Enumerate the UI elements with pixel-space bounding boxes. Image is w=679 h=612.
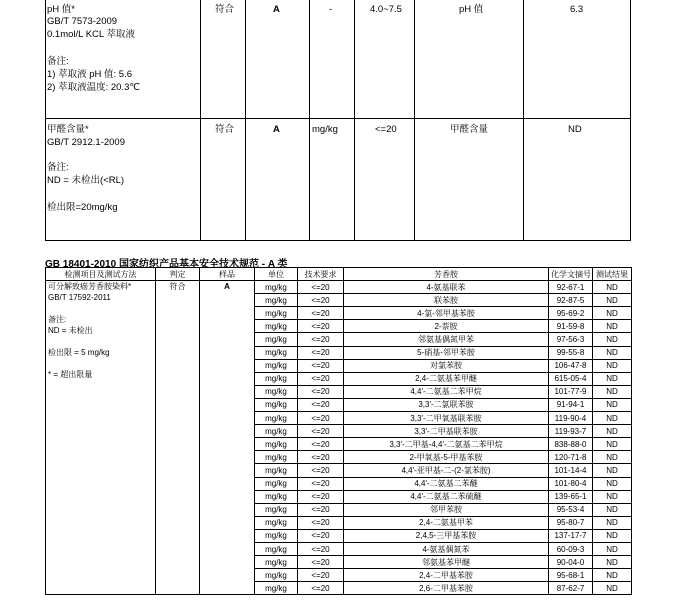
top-results-table — [45, 0, 631, 241]
requirement-cell: <=20 — [298, 385, 344, 398]
amine-cell: 邻氨基苯甲醚 — [344, 556, 549, 569]
unit-cell: mg/kg — [255, 333, 298, 346]
notes-title: 备注: — [47, 162, 69, 173]
table-border — [309, 0, 310, 241]
requirement-cell: <=20 — [298, 359, 344, 372]
result-cell: ND — [593, 385, 632, 398]
amine-cell: 3,3'-二甲基联苯胺 — [344, 425, 549, 438]
amine-cell: 邻甲苯胺 — [344, 503, 549, 516]
requirement-cell: <=20 — [298, 372, 344, 385]
requirement-cell: <=20 — [298, 542, 344, 555]
result-cell: ND — [593, 346, 632, 359]
cas-cell: 137-17-7 — [549, 529, 593, 542]
note-nd: ND = 未检出 — [48, 326, 93, 336]
unit-cell: mg/kg — [255, 542, 298, 555]
cas-cell: 91-59-8 — [549, 320, 593, 333]
cas-cell: 120-71-8 — [549, 451, 593, 464]
cas-cell: 92-67-1 — [549, 281, 593, 294]
table-border — [354, 0, 355, 241]
requirement-cell: <=20 — [298, 438, 344, 451]
unit-cell: mg/kg — [255, 556, 298, 569]
cas-cell: 95-69-2 — [549, 307, 593, 320]
requirement-cell: <=20 — [298, 307, 344, 320]
cas-cell: 101-80-4 — [549, 477, 593, 490]
method-cell — [46, 281, 156, 595]
requirement-cell: <=20 — [298, 569, 344, 582]
amine-cell: 2-萘胺 — [344, 320, 549, 333]
requirement-cell: <=20 — [298, 477, 344, 490]
result-cell: ND — [593, 542, 632, 555]
unit-cell: mg/kg — [255, 359, 298, 372]
unit-cell: mg/kg — [255, 490, 298, 503]
result-cell: ND — [593, 490, 632, 503]
result: ND — [568, 124, 582, 135]
amine-cell: 4,4'-二氨基二苯硫醚 — [344, 490, 549, 503]
column-header: 芳香胺 — [344, 268, 549, 281]
unit-cell: mg/kg — [255, 582, 298, 595]
requirement: <=20 — [375, 124, 397, 135]
amine-cell: 4-氯-邻甲基苯胺 — [344, 307, 549, 320]
note: ND = 未检出(<RL) — [47, 175, 125, 186]
requirement-cell: <=20 — [298, 582, 344, 595]
table-row — [46, 281, 632, 294]
amine-cell: 3,3'-二甲基-4,4'-二氨基二苯甲烷 — [344, 438, 549, 451]
amine-cell: 2,4-二氨基甲苯 — [344, 516, 549, 529]
table-header-row — [46, 268, 632, 281]
amine-cell: 联苯胺 — [344, 294, 549, 307]
requirement-cell: <=20 — [298, 556, 344, 569]
judgement: 符合 — [215, 124, 235, 135]
cas-cell: 87-62-7 — [549, 582, 593, 595]
requirement-cell: <=20 — [298, 490, 344, 503]
cas-cell: 119-90-4 — [549, 412, 593, 425]
requirement-cell: <=20 — [298, 346, 344, 359]
table-border — [523, 0, 524, 241]
result-cell: ND — [593, 556, 632, 569]
grade-cell — [200, 281, 255, 595]
result-cell: ND — [593, 425, 632, 438]
result-cell: ND — [593, 281, 632, 294]
detection-limit: 检出限=20mg/kg — [47, 202, 118, 213]
result-cell: ND — [593, 477, 632, 490]
requirement-cell: <=20 — [298, 281, 344, 294]
cas-cell: 838-88-0 — [549, 438, 593, 451]
result-cell: ND — [593, 372, 632, 385]
unit-cell: mg/kg — [255, 438, 298, 451]
result-cell: ND — [593, 359, 632, 372]
requirement-cell: <=20 — [298, 529, 344, 542]
unit-cell: mg/kg — [255, 372, 298, 385]
requirement-cell: <=20 — [298, 451, 344, 464]
unit-cell: mg/kg — [255, 294, 298, 307]
note: 1) 萃取液 pH 值: 5.6 — [47, 69, 132, 80]
result-cell: ND — [593, 516, 632, 529]
cas-cell: 95-53-4 — [549, 503, 593, 516]
amine-cell: 2,6-二甲基苯胺 — [344, 582, 549, 595]
method-title: 可分解致癌芳香胺染料* — [48, 282, 132, 292]
amine-cell: 2,4-二甲基苯胺 — [344, 569, 549, 582]
unit-cell: mg/kg — [255, 503, 298, 516]
requirement-cell: <=20 — [298, 412, 344, 425]
cas-cell: 99-55-8 — [549, 346, 593, 359]
column-header: 检测项目及测试方法 — [46, 268, 156, 281]
amine-cell: 3,3'-二氯联苯胺 — [344, 398, 549, 411]
result-cell: ND — [593, 464, 632, 477]
result: 6.3 — [570, 4, 584, 15]
unit-cell: mg/kg — [255, 412, 298, 425]
unit-cell: mg/kg — [255, 385, 298, 398]
cas-cell: 90-04-0 — [549, 556, 593, 569]
unit: mg/kg — [312, 124, 338, 135]
requirement-cell: <=20 — [298, 516, 344, 529]
method-standard: GB/T 17592-2011 — [48, 293, 111, 303]
requirement-cell: <=20 — [298, 503, 344, 516]
result-cell: ND — [593, 294, 632, 307]
notes-title: 备注: — [47, 56, 69, 67]
cas-cell: 139-65-1 — [549, 490, 593, 503]
unit: - — [329, 4, 333, 15]
amine-cell: 3,3'-二甲氧基联苯胺 — [344, 412, 549, 425]
requirement-cell: <=20 — [298, 320, 344, 333]
table-border — [414, 0, 415, 241]
requirement-cell: <=20 — [298, 398, 344, 411]
unit-cell: mg/kg — [255, 281, 298, 294]
table-border — [45, 0, 46, 241]
requirement: 4.0~7.5 — [370, 4, 402, 15]
result-cell: ND — [593, 503, 632, 516]
unit-cell: mg/kg — [255, 451, 298, 464]
cas-cell: 97-56-3 — [549, 333, 593, 346]
table-border — [630, 0, 631, 241]
result-cell: ND — [593, 412, 632, 425]
parameter: 甲醛含量 — [450, 124, 489, 135]
column-header: 单位 — [255, 268, 298, 281]
grade: A — [273, 4, 280, 15]
amine-cell: 4-氨基偶氮苯 — [344, 542, 549, 555]
unit-cell: mg/kg — [255, 320, 298, 333]
cas-cell: 615-05-4 — [549, 372, 593, 385]
column-header: 样品 — [200, 268, 255, 281]
result-cell: ND — [593, 569, 632, 582]
notes-title: 备注: — [48, 315, 67, 325]
cas-cell: 101-77-9 — [549, 385, 593, 398]
result-cell: ND — [593, 333, 632, 346]
amine-cell: 对氯苯胺 — [344, 359, 549, 372]
note: 2) 萃取液温度: 20.3℃ — [47, 82, 141, 93]
amine-cell: 4,4'-二氨基二苯醚 — [344, 477, 549, 490]
cas-cell: 60-09-3 — [549, 542, 593, 555]
cas-cell: 91-94-1 — [549, 398, 593, 411]
amine-cell: 4,4'-二氨基二苯甲烷 — [344, 385, 549, 398]
judgement-cell — [156, 281, 200, 595]
unit-cell: mg/kg — [255, 346, 298, 359]
section-title: GB 18401-2010 国家纺织产品基本安全技术规范 - A 类 — [45, 259, 288, 270]
requirement-cell: <=20 — [298, 425, 344, 438]
amine-cell: 2,4-二氨基苯甲醚 — [344, 372, 549, 385]
unit-cell: mg/kg — [255, 464, 298, 477]
table-border — [45, 118, 631, 119]
result-cell: ND — [593, 451, 632, 464]
unit-cell: mg/kg — [255, 307, 298, 320]
column-header: 测试结果 — [593, 268, 632, 281]
requirement-cell: <=20 — [298, 464, 344, 477]
amine-cell: 4,4'-亚甲基-二-(2-氯苯胺) — [344, 464, 549, 477]
result-cell: ND — [593, 398, 632, 411]
cas-cell: 95-80-7 — [549, 516, 593, 529]
result-cell: ND — [593, 529, 632, 542]
amine-cell: 2-甲氧基-5-甲基苯胺 — [344, 451, 549, 464]
result-cell: ND — [593, 320, 632, 333]
amine-cell: 4-氨基联苯 — [344, 281, 549, 294]
unit-cell: mg/kg — [255, 477, 298, 490]
column-header: 化学文摘号 — [549, 268, 593, 281]
requirement-cell: <=20 — [298, 333, 344, 346]
item-sub: 0.1mol/L KCL 萃取液 — [47, 29, 135, 40]
cas-cell: 119-93-7 — [549, 425, 593, 438]
azo-amine-table — [45, 267, 632, 595]
grade: A — [273, 124, 280, 135]
item-method: GB/T 7573-2009 — [47, 16, 118, 27]
requirement-cell: <=20 — [298, 294, 344, 307]
detection-limit: 检出限 = 5 mg/kg — [48, 348, 110, 358]
grade: A — [224, 282, 230, 292]
exceed-note: * = 超出限量 — [48, 370, 93, 380]
unit-cell: mg/kg — [255, 425, 298, 438]
table-border — [200, 0, 201, 241]
unit-cell: mg/kg — [255, 398, 298, 411]
table-border — [245, 0, 246, 241]
column-header: 判定 — [156, 268, 200, 281]
judgement: 符合 — [215, 4, 235, 15]
parameter: pH 值 — [459, 4, 484, 15]
item-title: pH 值* — [47, 4, 75, 15]
result-cell: ND — [593, 582, 632, 595]
amine-cell: 2,4,5-三甲基苯胺 — [344, 529, 549, 542]
table-border — [45, 240, 631, 241]
result-cell: ND — [593, 438, 632, 451]
column-header: 技术要求 — [298, 268, 344, 281]
cas-cell: 101-14-4 — [549, 464, 593, 477]
result-cell: ND — [593, 307, 632, 320]
amine-cell: 5-硝基-邻甲苯胺 — [344, 346, 549, 359]
unit-cell: mg/kg — [255, 569, 298, 582]
cas-cell: 95-68-1 — [549, 569, 593, 582]
item-method: GB/T 2912.1-2009 — [47, 137, 125, 148]
judgement: 符合 — [169, 282, 186, 292]
unit-cell: mg/kg — [255, 529, 298, 542]
unit-cell: mg/kg — [255, 516, 298, 529]
cas-cell: 106-47-8 — [549, 359, 593, 372]
amine-cell: 邻氨基偶氮甲苯 — [344, 333, 549, 346]
item-title: 甲醛含量* — [47, 124, 89, 135]
cas-cell: 92-87-5 — [549, 294, 593, 307]
